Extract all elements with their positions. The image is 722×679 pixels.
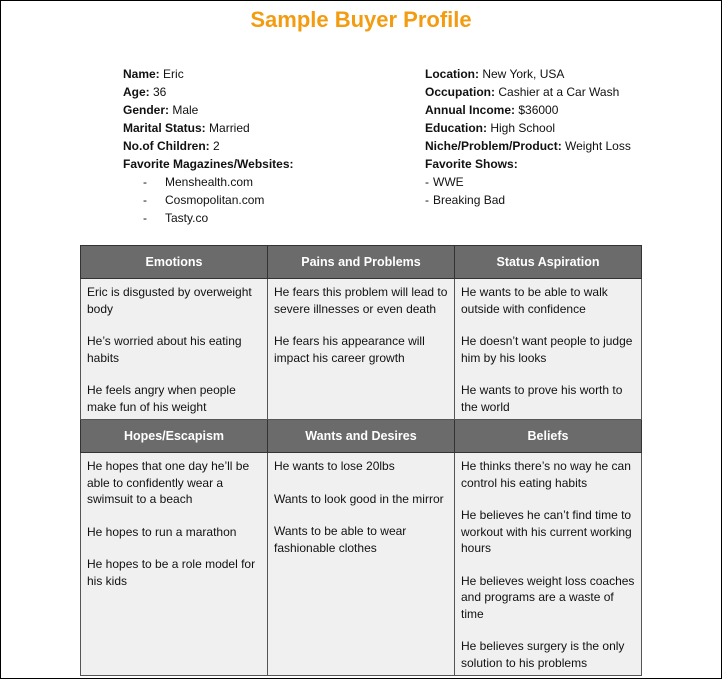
occupation-row: Occupation: Cashier at a Car Wash xyxy=(425,85,620,99)
cell-pains-and-problems xyxy=(268,279,455,420)
gender-row: Gender: Male xyxy=(123,103,199,117)
cell-paragraph: He believes surgery is the only solution to his problems xyxy=(461,639,625,670)
cell-paragraph: He wants to prove his worth to the world xyxy=(461,383,623,414)
cell-paragraph: Eric is disgusted by overweight body xyxy=(87,285,252,316)
cell-hopes-escapism xyxy=(81,453,268,676)
cell-paragraph: He doesn’t want people to judge him by his looks xyxy=(461,334,633,365)
header-row-top xyxy=(81,246,642,279)
age-row: Age: 36 xyxy=(123,85,167,99)
favorite-website-item: - Menshealth.com xyxy=(143,175,254,189)
niche-row: Niche/Problem/Product: Weight Loss xyxy=(425,139,631,153)
profile-grid-table xyxy=(80,245,642,676)
header-pains-and-problems: Pains and Problems xyxy=(268,246,455,279)
header-status-aspiration: Status Aspiration xyxy=(455,246,642,279)
cell-paragraph: He believes weight loss coaches and programs are a waste of time xyxy=(461,573,635,621)
profile-info-right xyxy=(425,65,631,209)
cell-paragraph: He feels angry when people make fun of his weight xyxy=(87,383,236,414)
favorite-show-item: - WWE xyxy=(425,175,464,189)
profile-info-left xyxy=(123,65,294,227)
favorite-website-item: - Cosmopolitan.com xyxy=(143,193,265,207)
cell-paragraph: Wants to look good in the mirror xyxy=(274,491,444,506)
cell-status-aspiration xyxy=(455,279,642,420)
cell-paragraph: He hopes to be a role model for his kids xyxy=(87,557,256,588)
marital-status-row: Marital Status: Married xyxy=(123,121,250,135)
education-row: Education: High School xyxy=(425,121,556,135)
cell-paragraph: He hopes to run a marathon xyxy=(87,524,237,539)
content-row-top xyxy=(81,279,642,420)
cell-paragraph: He fears this problem will lead to severe illnesses or even death xyxy=(274,285,448,316)
cell-paragraph: He’s worried about his eating habits xyxy=(87,334,242,365)
cell-paragraph: He hopes that one day he’ll be able to confidently wear a swimsuit to a beach xyxy=(87,459,250,506)
content-row-bottom xyxy=(81,453,642,676)
favorite-websites-label: Favorite Magazines/Websites: xyxy=(123,157,294,171)
header-emotions: Emotions xyxy=(81,246,268,279)
cell-beliefs xyxy=(455,453,642,676)
cell-paragraph: He thinks there’s no way he can control his eating habits xyxy=(461,459,631,490)
favorite-show-item: - Breaking Bad xyxy=(425,193,506,207)
children-row: No.of Children: 2 xyxy=(123,139,220,153)
income-row: Annual Income: $36000 xyxy=(425,103,559,117)
cell-paragraph: Wants to be able to wear fashionable clothes xyxy=(274,524,407,555)
cell-paragraph: He fears his appearance will impact his career growth xyxy=(274,334,425,365)
cell-paragraph: He wants to lose 20lbs xyxy=(274,459,395,473)
favorite-website-item: - Tasty.co xyxy=(143,211,209,225)
location-row: Location: New York, USA xyxy=(425,67,565,81)
cell-wants-and-desires xyxy=(268,453,455,676)
name-row: Name: Eric xyxy=(123,67,184,81)
cell-paragraph: He believes he can’t find time to workout with his current working hours xyxy=(461,508,632,555)
header-beliefs: Beliefs xyxy=(455,420,642,453)
header-row-bottom xyxy=(81,420,642,453)
header-hopes-escapism: Hopes/Escapism xyxy=(81,420,268,453)
header-wants-and-desires: Wants and Desires xyxy=(268,420,455,453)
favorite-shows-label: Favorite Shows: xyxy=(425,157,518,171)
page-title: Sample Buyer Profile xyxy=(250,7,472,32)
cell-paragraph: He wants to be able to walk outside with confidence xyxy=(461,285,608,316)
cell-emotions xyxy=(81,279,268,420)
